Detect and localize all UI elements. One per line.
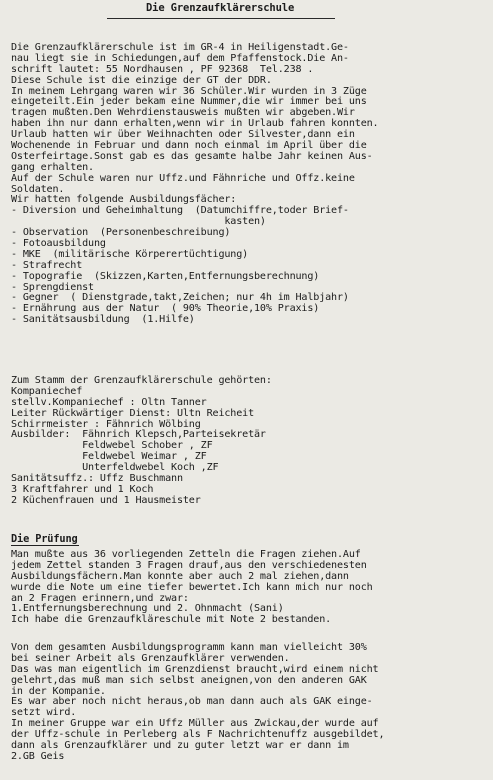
intro-line: Die Grenzaufklärerschule ist im GR-4 in Heiligenstadt.Ge- (11, 42, 349, 53)
exam-heading-underline (11, 545, 79, 546)
closing-line: dann als Grenzaufklärer und zu guter letzt war er dann im (11, 740, 349, 752)
staff-line: Feldwebel Schober , ZF (11, 440, 213, 452)
exam-line: wurde die Note um eine tiefer bewertet.Ich kann mich nur noch (11, 581, 373, 593)
intro-line: tragen mußten.Den Wehrdienstausweis mußten wir abgeben.Wir (11, 107, 355, 119)
intro-line: haben ihn nur dann erhalten,wenn wir in Urlaub fahren konnten. (11, 118, 379, 130)
intro-line: Urlaub hatten wir über Weihnachten oder Silvester,dann ein (11, 129, 355, 141)
intro-line: - MKE (militärische Körperertüchtigung) (11, 248, 249, 260)
exam-heading: Die Prüfung (11, 533, 78, 545)
intro-line: - Observation (Personenbeschreibung) (11, 227, 231, 239)
staff-line: Unterfeldwebel Koch ,ZF (11, 462, 219, 474)
staff-line: 3 Kraftfahrer und 1 Koch (11, 483, 154, 495)
exam-line: jedem Zettel standen 3 Fragen drauf,aus den verschiedenesten (11, 559, 367, 571)
staff-line: stellv.Kompaniechef : Oltn Tanner (11, 396, 207, 408)
intro-line: - Gegner ( Dienstgrade,takt,Zeichen; nur 4h im Halbjahr) (11, 292, 349, 304)
intro-line: Wochenende in Februar und dann noch einmal im April über die (11, 140, 367, 152)
intro-line: gang erhalten. (11, 161, 94, 173)
staff-line: Sanitätsuffz.: Uffz Buschmann (11, 473, 183, 485)
intro-line: - Fotoausbildung (11, 238, 106, 250)
title-underline (107, 18, 335, 19)
intro-line: - Sanitätsausbildung (1.Hilfe) (11, 314, 195, 326)
staff-line: 2 Küchenfrauen und 1 Hausmeister (11, 494, 201, 506)
intro-line: - Diversion und Geheimhaltung (Datumchiffre,toder Brief- (11, 205, 349, 217)
closing-line: bei seiner Arbeit als Grenzaufklärer verwenden. (11, 652, 290, 664)
intro-line: kasten) (11, 216, 266, 228)
staff-line: Feldwebel Weimar , ZF (11, 451, 207, 463)
intro-line: - Sprengdienst (11, 281, 94, 293)
intro-line: Wir hatten folgende Ausbildungsfächer: (11, 194, 237, 206)
exam-line: an 2 Fragen erinnern,und zwar: (11, 592, 189, 604)
staff-line: Zum Stamm der Grenzaufklärerschule gehörten: (11, 375, 272, 386)
exam-line: Ich habe die Grenzaufkläreschule mit Note 2 bestanden. (11, 614, 332, 626)
exam-paragraph (11, 550, 489, 626)
intro-line: - Topografie (Skizzen,Karten,Entfernungsberechnung) (11, 270, 320, 282)
staff-line: Kompaniechef (11, 385, 83, 397)
intro-line: - Strafrecht (11, 259, 83, 271)
intro-line: Soldaten. (11, 183, 65, 195)
closing-paragraph (11, 643, 489, 763)
closing-line: 2.GB Geis (11, 750, 65, 762)
closing-line: Das was man eigentlich im Grenzdienst braucht,wird einem nicht (11, 663, 379, 675)
closing-line: Von dem gesamten Ausbildungsprogramm kann man vielleicht 30% (11, 642, 367, 653)
intro-paragraph (11, 43, 489, 326)
closing-line: der Uffz-schule in Perleberg als F Nachrichtenuffz ausgebildet, (11, 729, 385, 741)
exam-line: Ausbildungsfächern.Man konnte aber auch 2 mal ziehen,dann (11, 570, 349, 582)
intro-line: schrift lautet: 55 Nordhausen , PF 92368 Tel.238 . (11, 63, 314, 75)
staff-line: Ausbilder: Fähnrich Klepsch,Parteisekretär (11, 429, 266, 441)
intro-line: Auf der Schule waren nur Uffz.und Fähnriche und Offz.keine (11, 172, 355, 184)
closing-line: In meiner Gruppe war ein Uffz Müller aus Zwickau,der wurde auf (11, 718, 379, 730)
staff-line: Leiter Rückwärtiger Dienst: Ultn Reicheit (11, 407, 255, 419)
intro-line: - Ernährung aus der Natur ( 90% Theorie,10% Praxis) (11, 303, 320, 315)
intro-line: In meinem Lehrgang waren wir 36 Schüler.Wir wurden in 3 Züge (11, 85, 367, 97)
exam-line: Man mußte aus 36 vorliegenden Zetteln die Fragen ziehen.Auf (11, 549, 361, 560)
intro-line: Diese Schule ist die einzige der GT der DDR. (11, 74, 272, 86)
staff-line: Schirrmeister : Fähnrich Wölbing (11, 418, 201, 430)
closing-line: in der Kompanie. (11, 685, 106, 697)
closing-line: gelehrt,das muß man sich selbst aneignen,von den anderen GAK (11, 674, 367, 686)
staff-list (11, 376, 489, 507)
intro-line: Osterfeirtage.Sonst gab es das gesamte halbe Jahr keinen Aus- (11, 150, 373, 162)
closing-line: setzt wird. (11, 707, 77, 719)
intro-line: nau liegt sie in Schiedungen,auf dem Pfaffenstock.Die An- (11, 52, 349, 64)
closing-line: Es war aber noch nicht heraus,ob man dann auch als GAK einge- (11, 696, 373, 708)
exam-line: 1.Entfernungsberechnung und 2. Ohnmacht (Sani) (11, 603, 284, 615)
intro-line: eingeteilt.Ein jeder bekam eine Nummer,die wir immer bei uns (11, 96, 367, 108)
document-title: Die Grenzaufklärerschule (146, 2, 295, 14)
